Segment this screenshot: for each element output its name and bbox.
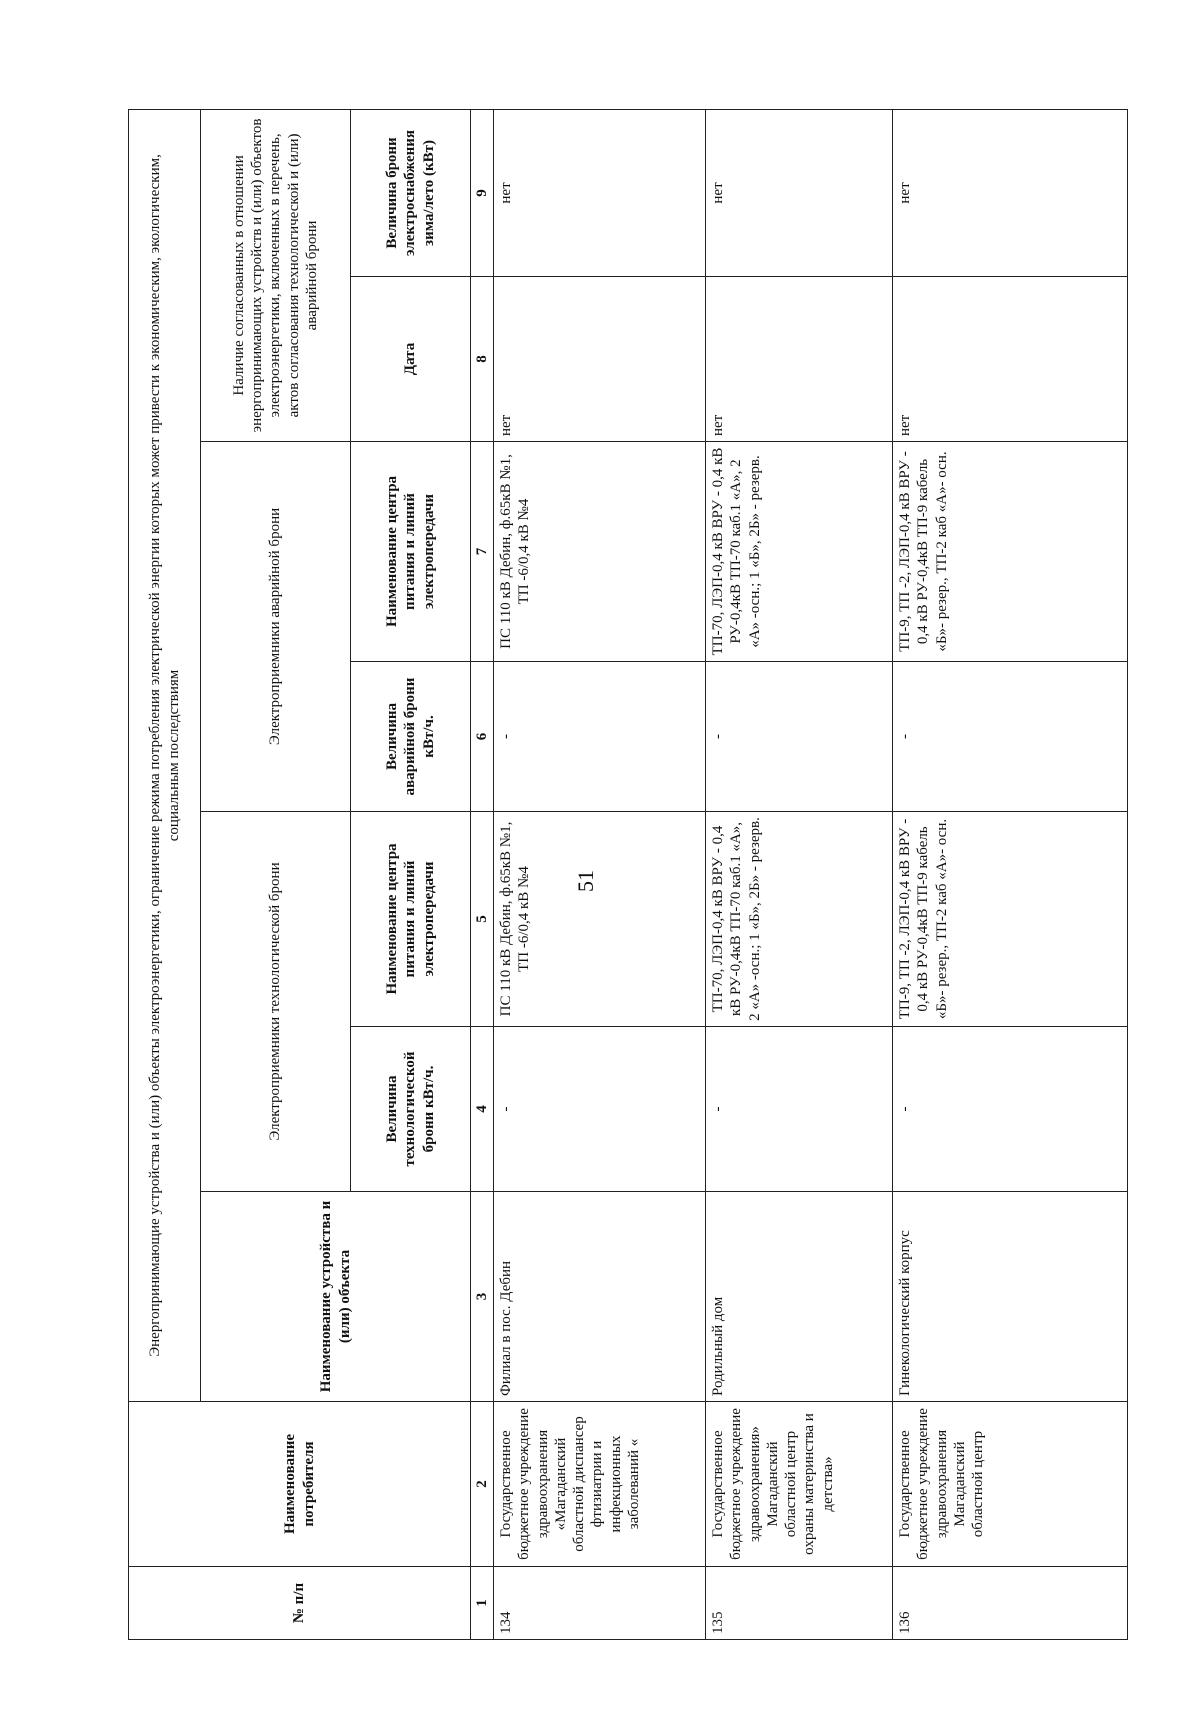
row-consumer: Государственное бюджетное учреждение здравоохранения» Магаданский областной центр охраны материнства и детства»: [706, 1402, 893, 1567]
header-device: Наименование устройства и (или) объекта: [201, 1192, 471, 1402]
header-tech-center: Наименование центра питания и линий электропередачи: [351, 812, 471, 1027]
header-reserve: Величина брони электроснабжения зима/лето (кВт): [351, 109, 471, 276]
header-emerg-group: Электроприемники аварийной брони: [201, 442, 351, 812]
column-number: 5: [471, 812, 494, 1027]
column-number: 9: [471, 109, 494, 276]
row-device: Родильный дом: [706, 1192, 893, 1402]
header-date: Дата: [351, 277, 471, 442]
row-emerg-value: -: [893, 662, 1128, 812]
row-tech-center: ТП-9, ТП -2, ЛЭП-0,4 кВ ВРУ - 0,4 кВ РУ-0,4кВ ТП-9 кабель «Б»- резер., ТП-2 каб «А»- осн.: [893, 812, 1128, 1027]
row-tech-value: -: [706, 1027, 893, 1192]
row-emerg-value: -: [494, 662, 706, 812]
row-reserve: нет: [706, 109, 893, 276]
row-emerg-center: ТП-9, ТП -2, ЛЭП-0,4 кВ ВРУ - 0,4 кВ РУ-0,4кВ ТП-9 кабель «Б»- резер., ТП-2 каб «А»- осн.: [893, 442, 1128, 662]
header-tech-group: Электроприемники технологической брони: [201, 812, 351, 1192]
header-agree-group: Наличие согласованных в отношении энергопринимающих устройств и (или) объектов электроэнергетики, включенных в перечень, актов согласования технологической и (или) аварийной брони: [201, 109, 351, 441]
column-number: 2: [471, 1402, 494, 1567]
row-tech-value: -: [893, 1027, 1128, 1192]
table-row: [494, 109, 706, 1639]
row-date: нет: [893, 277, 1128, 442]
header-num: № п/п: [129, 1567, 471, 1640]
column-number: 7: [471, 442, 494, 662]
column-number-row: [471, 109, 494, 1639]
header-tech-value: Величина технологической брони кВт/ч.: [351, 1027, 471, 1192]
row-num: 134: [494, 1567, 706, 1640]
header-emerg-center: Наименование центра питания и линий электропередачи: [351, 442, 471, 662]
column-number: 8: [471, 277, 494, 442]
row-reserve: нет: [494, 109, 706, 276]
row-consumer: Государственное бюджетное учреждение здравоохранения Магаданский областной центр: [893, 1402, 1128, 1567]
row-device: Гинекологический корпус: [893, 1192, 1128, 1402]
header-consumer: Наименование потребителя: [129, 1402, 471, 1567]
row-emerg-center: ТП-70, ЛЭП-0,4 кВ ВРУ - 0,4 кВ РУ-0,4кВ ТП-70 каб.1 «А», 2 «А» -осн.; 1 «Б», 2Б» - резерв.: [706, 442, 893, 662]
row-date: нет: [706, 277, 893, 442]
row-emerg-value: -: [706, 662, 893, 812]
row-consumer: Государственное бюджетное учреждение здравоохранения «Магаданский областной диспансер фтизиатрии и инфекционных заболеваний «: [494, 1402, 706, 1567]
row-reserve: нет: [893, 109, 1128, 276]
column-number: 6: [471, 662, 494, 812]
page-number: 51: [573, 870, 598, 892]
column-number: 1: [471, 1567, 494, 1640]
row-num: 136: [893, 1567, 1128, 1640]
header-emerg-value: Величина аварийной брони кВт/ч.: [351, 662, 471, 812]
rotated-table-container: [128, 110, 1128, 1640]
row-tech-value: -: [494, 1027, 706, 1192]
table-row: [706, 109, 893, 1639]
row-device: Филиал в пос. Дебин: [494, 1192, 706, 1402]
row-date: нет: [494, 277, 706, 442]
reserve-table: [128, 109, 1128, 1640]
row-tech-center: ТП-70, ЛЭП-0,4 кВ ВРУ - 0,4 кВ РУ-0,4кВ ТП-70 каб.1 «А», 2 «А» -осн.; 1 «Б», 2Б» - резерв.: [706, 812, 893, 1027]
table-row: [893, 109, 1128, 1639]
row-num: 135: [706, 1567, 893, 1640]
column-number: 3: [471, 1192, 494, 1402]
row-tech-center: ПС 110 кВ Дебин, ф.65кВ №1, ТП -6/0,4 кВ №4: [494, 812, 706, 1027]
header-main-group: Энергопринимающие устройства и (или) объекты электроэнергетики, ограничение режима потребления электрической энергии которых может привести к экономическим, экологическим, социальным последствиям: [129, 109, 201, 1401]
row-emerg-center: ПС 110 кВ Дебин, ф.65кВ №1, ТП -6/0,4 кВ №4: [494, 442, 706, 662]
column-number: 4: [471, 1027, 494, 1192]
